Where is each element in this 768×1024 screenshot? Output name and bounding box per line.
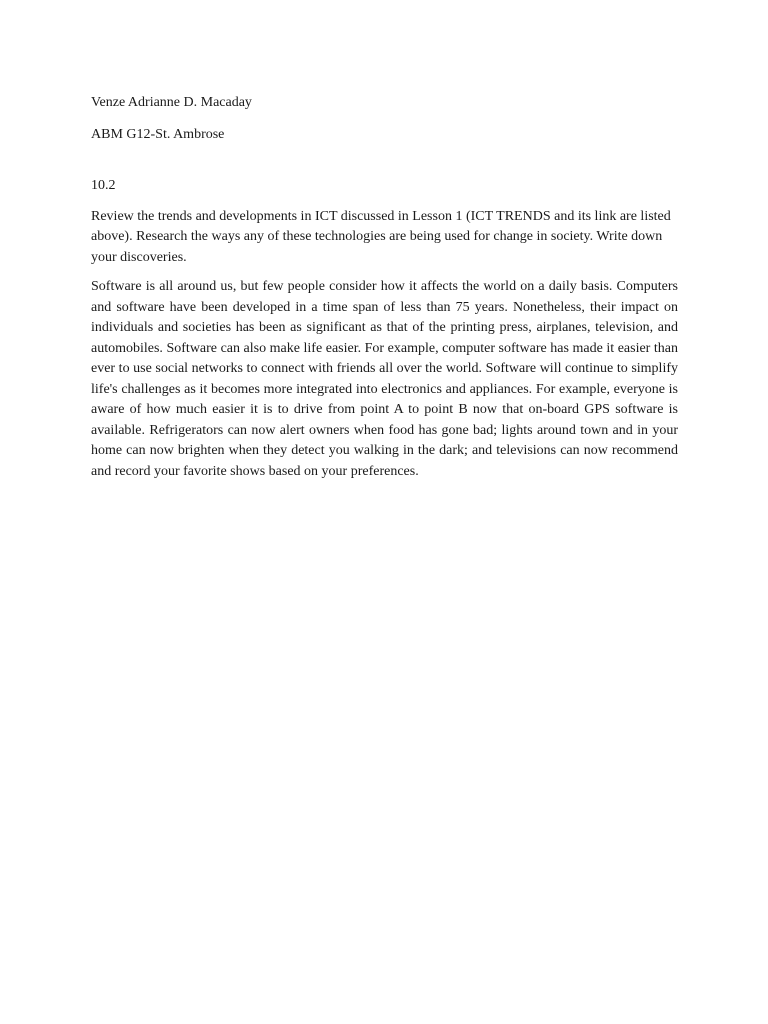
document-body — [91, 93, 678, 482]
author-name: Venze Adrianne D. Macaday — [91, 95, 252, 110]
item-number: 10.2 — [91, 178, 116, 193]
assignment-prompt: Review the trends and developments in ICT discussed in Lesson 1 (ICT TRENDS and its link are listed above). Research the ways any of these technologies are being used for change in society. Write down your discoveries. — [91, 208, 671, 265]
answer-paragraph: Software is all around us, but few people consider how it affects the world on a daily basis. Computers and software have been developed in a time span of less than 75 years. Nonetheless, their impact on individuals and societies has been as significant as that of the printing press, airplanes, television, and automobiles. Software can also make life easier. For example, computer software has made it easier than ever to use social networks to connect with friends all over the world. Software will continue to simplify life's challenges as it becomes more integrated into electronics and appliances. For example, everyone is aware of how much easier it is to drive from point A to point B now that on-board GPS software is available. Refrigerators can now alert owners when food has gone bad; lights around town and in your home can now brighten when they detect you walking in the dark; and televisions can now recommend and record your favorite shows based on your preferences. — [91, 279, 678, 479]
class-section: ABM G12-St. Ambrose — [91, 126, 225, 142]
